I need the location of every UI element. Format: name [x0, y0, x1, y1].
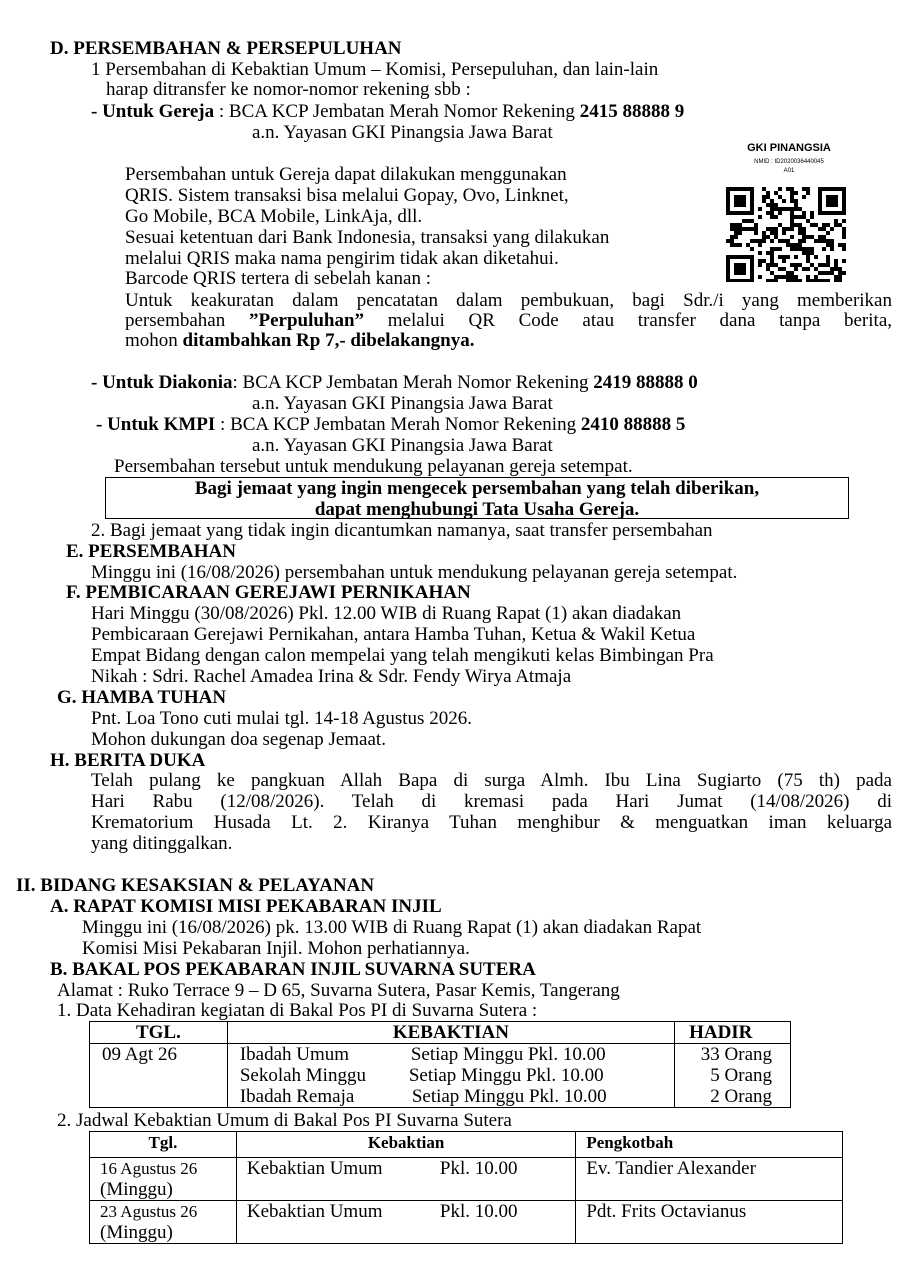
section-g-line-2: Mohon dukungan doa segenap Jemaat.	[91, 729, 386, 750]
gereja-account-number: 2415 88888 9	[579, 101, 685, 122]
table-row	[90, 1158, 843, 1201]
section-h-line-2: Hari Rabu (12/08/2026). Telah di kremasi pada Hari Jumat (14/08/2026) di	[91, 791, 892, 812]
service-schedule: Setiap Minggu Pkl. 10.00	[410, 1044, 606, 1065]
section-e-text: Minggu ini (16/08/2026) persembahan untuk mendukung pelayanan gereja setempat.	[91, 562, 738, 583]
table-row	[90, 1044, 791, 1108]
gereja-account-line	[91, 101, 684, 122]
qris-line-5: melalui QRIS maka nama pengirim tidak akan diketahui.	[125, 248, 559, 269]
section-ii-b-item-2: 2. Jadwal Kebaktian Umum di Bakal Pos PI Suvarna Sutera	[57, 1110, 512, 1131]
section-d-intro-1: 1 Persembahan di Kebaktian Umum – Komisi, Persepuluhan, dan lain-lain	[91, 59, 659, 80]
qr-title: GKI PINANGSIA	[747, 142, 831, 154]
section-ii-a-line-1: Minggu ini (16/08/2026) pk. 13.00 WIB di Ruang Rapat (1) akan diadakan Rapat	[82, 917, 702, 938]
contact-notice-line-2: dapat menghubungi Tata Usaha Gereja.	[314, 499, 640, 520]
accuracy-line-3: mohon ditambahkan Rp 7,- dibelakangnya.	[125, 330, 475, 351]
section-ii-heading: II. BIDANG KESAKSIAN & PELAYANAN	[16, 875, 375, 896]
attendance-count: 5 Orang	[710, 1065, 772, 1086]
attendance-date: 09 Agt 26	[90, 1044, 228, 1108]
section-g-line-1: Pnt. Loa Tono cuti mulai tgl. 14-18 Agustus 2026.	[91, 708, 472, 729]
gereja-text: : BCA KCP Jembatan Merah Nomor Rekening	[214, 101, 580, 122]
section-f-line-4: Nikah : Sdri. Rachel Amadea Irina & Sdr. Fendy Wirya Atmaja	[91, 666, 572, 687]
section-ii-b-address: Alamat : Ruko Terrace 9 – D 65, Suvarna Sutera, Pasar Kemis, Tangerang	[57, 980, 620, 1001]
section-ii-a-line-2: Komisi Misi Pekabaran Injil. Mohon perhatiannya.	[82, 938, 470, 959]
gereja-account-holder: a.n. Yayasan GKI Pinangsia Jawa Barat	[252, 122, 553, 143]
section-g-heading: G. HAMBA TUHAN	[57, 687, 227, 708]
add-amount-emphasis: ditambahkan Rp 7,- dibelakangnya.	[182, 330, 475, 351]
qris-qr-code	[724, 142, 854, 284]
contact-notice-box	[105, 477, 849, 519]
attendance-services-cell	[227, 1044, 674, 1108]
diakonia-account-number: 2419 88888 0	[593, 372, 698, 393]
section-ii-b-item-1: 1. Data Kehadiran kegiatan di Bakal Pos PI di Suvarna Sutera :	[57, 1000, 538, 1021]
section-f-line-2: Pembicaraan Gerejawi Pernikahan, antara Hamba Tuhan, Ketua & Wakil Ketua	[91, 624, 696, 645]
attendance-table-header	[90, 1022, 791, 1044]
qris-line-1: Persembahan untuk Gereja dapat dilakukan menggunakan	[125, 164, 567, 185]
schedule-preacher: Pdt. Frits Octavianus	[576, 1201, 843, 1244]
schedule-header-preacher: Pengkotbah	[576, 1132, 843, 1158]
service-name: Ibadah Remaja	[239, 1086, 355, 1107]
accuracy-line-1: Untuk keakuratan dalam pencatatan dalam pembukuan, bagi Sdr./i yang memberikan	[125, 290, 892, 311]
section-f-line-3: Empat Bidang dengan calon mempelai yang telah mengikuti kelas Bimbingan Pra	[91, 645, 714, 666]
contact-notice-line-1: Bagi jemaat yang ingin mengecek persembahan yang telah diberikan,	[194, 478, 760, 499]
diakonia-account-line	[91, 372, 698, 393]
diakonia-label: - Untuk Diakonia	[91, 372, 233, 393]
kmpi-account-number: 2410 88888 5	[580, 414, 686, 435]
service-schedule: Setiap Minggu Pkl. 10.00	[411, 1086, 607, 1107]
attendance-count: 33 Orang	[700, 1044, 772, 1065]
schedule-service: Kebaktian Umum Pkl. 10.00	[236, 1201, 575, 1244]
attendance-header-service: KEBAKTIAN	[227, 1022, 674, 1044]
qris-line-4: Sesuai ketentuan dari Bank Indonesia, transaksi yang dilakukan	[125, 227, 610, 248]
schedule-preacher: Ev. Tandier Alexander	[576, 1158, 843, 1201]
kmpi-label: - Untuk KMPI	[96, 414, 216, 435]
section-h-line-4: yang ditinggalkan.	[91, 833, 233, 854]
section-h-heading: H. BERITA DUKA	[50, 750, 206, 771]
qris-line-6: Barcode QRIS tertera di sebelah kanan :	[125, 268, 431, 289]
qris-line-2: QRIS. Sistem transaksi bisa melalui Gopay, Ovo, Linknet,	[125, 185, 569, 206]
service-name: Sekolah Minggu	[239, 1065, 366, 1086]
attendance-header-date: TGL.	[90, 1022, 228, 1044]
diakonia-account-holder: a.n. Yayasan GKI Pinangsia Jawa Barat	[252, 393, 553, 414]
schedule-header-service: Kebaktian	[236, 1132, 575, 1158]
kmpi-text: : BCA KCP Jembatan Merah Nomor Rekening	[215, 414, 581, 435]
section-ii-b-heading: B. BAKAL POS PEKABARAN INJIL SUVARNA SUTERA	[50, 959, 536, 980]
section-d-intro-2: harap ditransfer ke nomor-nomor rekening sbb :	[106, 79, 471, 100]
accuracy-line-2: persembahan ”Perpuluhan” melalui QR Code atau transfer dana tanpa berita,	[125, 310, 892, 331]
schedule-date: 23 Agustus 26 (Minggu)	[90, 1201, 237, 1244]
qris-line-3: Go Mobile, BCA Mobile, LinkAja, dll.	[125, 206, 423, 227]
perpuluhan-emphasis: ”Perpuluhan”	[248, 310, 365, 331]
section-h-line-1: Telah pulang ke pangkuan Allah Bapa di surga Almh. Ibu Lina Sugiarto (75 th) pada	[91, 770, 892, 791]
kmpi-account-line	[96, 414, 685, 435]
schedule-date: 16 Agustus 26 (Minggu)	[90, 1158, 237, 1201]
section-h-line-3: Krematorium Husada Lt. 2. Kiranya Tuhan menghibur & menguatkan iman keluarga	[91, 812, 892, 833]
attendance-counts-cell	[675, 1044, 791, 1108]
service-name: Ibadah Umum	[239, 1044, 350, 1065]
qr-code-id: A01	[783, 168, 795, 174]
table-row	[90, 1201, 843, 1244]
offering-support-text: Persembahan tersebut untuk mendukung pelayanan gereja setempat.	[114, 456, 633, 477]
service-schedule: Setiap Minggu Pkl. 10.00	[408, 1065, 604, 1086]
kmpi-account-holder: a.n. Yayasan GKI Pinangsia Jawa Barat	[252, 435, 553, 456]
section-d-note-2: 2. Bagi jemaat yang tidak ingin dicantumkan namanya, saat transfer persembahan	[91, 520, 713, 541]
schedule-table-header	[90, 1132, 843, 1158]
qr-pattern-icon	[726, 187, 848, 282]
gereja-label: - Untuk Gereja	[91, 101, 215, 122]
qr-nmid: NMID : ID2020036440045	[754, 159, 824, 165]
attendance-table	[89, 1021, 791, 1108]
diakonia-text: : BCA KCP Jembatan Merah Nomor Rekening	[232, 372, 594, 393]
section-e-heading: E. PERSEMBAHAN	[66, 541, 236, 562]
section-f-line-1: Hari Minggu (30/08/2026) Pkl. 12.00 WIB di Ruang Rapat (1) akan diadakan	[91, 603, 682, 624]
schedule-header-date: Tgl.	[90, 1132, 237, 1158]
attendance-count: 2 Orang	[710, 1086, 772, 1107]
section-f-heading: F. PEMBICARAAN GEREJAWI PERNIKAHAN	[66, 582, 471, 603]
section-d-heading: D. PERSEMBAHAN & PERSEPULUHAN	[50, 38, 402, 59]
section-ii-a-heading: A. RAPAT KOMISI MISI PEKABARAN INJIL	[50, 896, 442, 917]
schedule-table	[89, 1131, 843, 1244]
schedule-service: Kebaktian Umum Pkl. 10.00	[236, 1158, 575, 1201]
attendance-header-count: HADIR	[675, 1022, 791, 1044]
